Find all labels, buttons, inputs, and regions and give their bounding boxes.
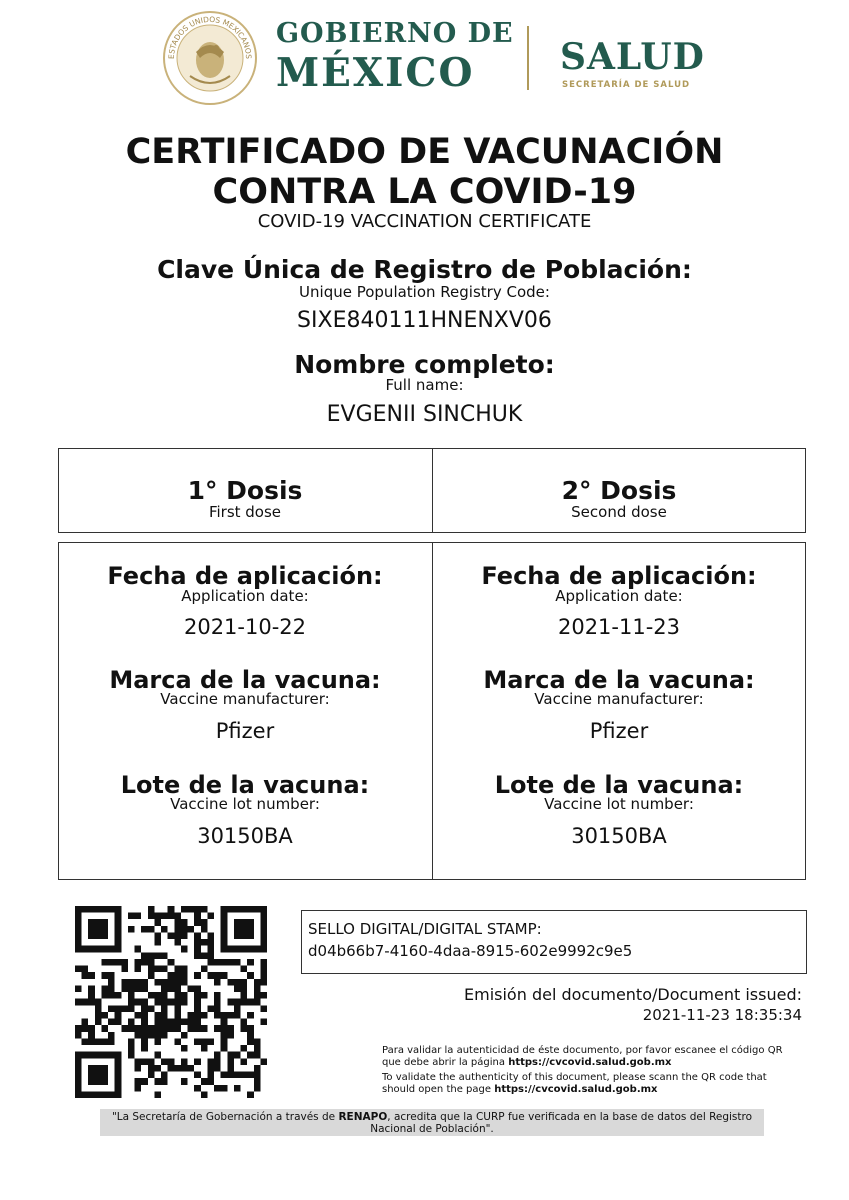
- name-label: Nombre completo:: [294, 350, 555, 379]
- validation-text-en: To validate the authenticity of this document, please scann the QR code that should open the page: [382, 1072, 767, 1095]
- dose1-title: 1° Dosis: [187, 476, 303, 505]
- mexico-seal-logo: [160, 8, 260, 108]
- dose2-subtitle: Second dose: [571, 503, 667, 521]
- validation-note-en: [382, 1072, 802, 1096]
- curp-label: Clave Única de Registro de Población:: [157, 255, 692, 284]
- issued-value: 2021-11-23 18:35:34: [642, 1006, 802, 1024]
- ministry-subtitle: SECRETARÍA DE SALUD: [562, 80, 691, 90]
- dose2-lot-label: Lote de la vacuna:: [494, 771, 744, 799]
- dose2-title: 2° Dosis: [561, 476, 677, 505]
- dose2-lot-value: 30150BA: [571, 824, 667, 848]
- dose2-brand-value: Pfizer: [589, 719, 649, 743]
- dose1-subtitle: First dose: [208, 503, 282, 521]
- validation-note-es: [382, 1045, 802, 1069]
- dose2-date-sublabel: Application date:: [555, 587, 683, 605]
- dose2-brand-label: Marca de la vacuna:: [483, 666, 755, 694]
- dose2-date-label: Fecha de aplicación:: [481, 562, 757, 590]
- svg-text:ESTADOS UNIDOS MEXICANOS: ESTADOS UNIDOS MEXICANOS: [166, 14, 254, 60]
- dose1-date-value: 2021-10-22: [183, 615, 307, 639]
- gov-title-line2: MÉXICO: [276, 50, 475, 96]
- dose2-date-value: 2021-11-23: [557, 615, 681, 639]
- issued-label: Emisión del documento/Document issued:: [464, 985, 802, 1004]
- gov-title-line1: GOBIERNO DE: [276, 18, 514, 49]
- certificate-title-line1: CERTIFICADO DE VACUNACIÓN: [125, 132, 724, 172]
- footer-text-after: , acredita que la CURP fue verificada en la base de datos del Registro Nacional de Población".: [370, 1111, 753, 1135]
- digital-stamp-label: SELLO DIGITAL/DIGITAL STAMP:: [308, 920, 542, 938]
- dose1-lot-label: Lote de la vacuna:: [120, 771, 370, 799]
- dose2-brand-sublabel: Vaccine manufacturer:: [534, 690, 704, 708]
- footer-text-before: "La Secretaría de Gobernación a través de: [111, 1111, 336, 1123]
- dose1-date-sublabel: Application date:: [181, 587, 309, 605]
- dose2-lot-sublabel: Vaccine lot number:: [544, 795, 694, 813]
- dose1-lot-sublabel: Vaccine lot number:: [170, 795, 320, 813]
- qr-code[interactable]: [75, 906, 267, 1098]
- ministry-name: SALUD: [560, 36, 705, 78]
- curp-value: SIXE840111HNENXV06: [297, 308, 552, 333]
- dose1-brand-value: Pfizer: [215, 719, 275, 743]
- dose1-brand-label: Marca de la vacuna:: [109, 666, 381, 694]
- certificate-title-line2: CONTRA LA COVID-19: [212, 172, 637, 212]
- validation-text-es: Para validar la autenticidad de éste documento, por favor escanee el código QR que debe abrir la página: [382, 1045, 783, 1068]
- digital-stamp-value: d04b66b7-4160-4daa-8915-602e9992c9e5: [308, 942, 633, 960]
- certificate-title-english: COVID-19 VACCINATION CERTIFICATE: [257, 211, 592, 232]
- name-sublabel: Full name:: [385, 376, 464, 394]
- name-value: EVGENII SINCHUK: [326, 402, 523, 427]
- dose1-lot-value: 30150BA: [197, 824, 293, 848]
- validation-url-es[interactable]: https://cvcovid.salud.gob.mx: [508, 1057, 672, 1068]
- dose1-date-label: Fecha de aplicación:: [107, 562, 383, 590]
- footer-renapo: RENAPO: [338, 1111, 388, 1123]
- curp-sublabel: Unique Population Registry Code:: [299, 283, 550, 301]
- validation-url-en[interactable]: https://cvcovid.salud.gob.mx: [494, 1084, 658, 1095]
- dose1-brand-sublabel: Vaccine manufacturer:: [160, 690, 330, 708]
- header-divider: [527, 26, 529, 90]
- footer-note: [100, 1111, 764, 1135]
